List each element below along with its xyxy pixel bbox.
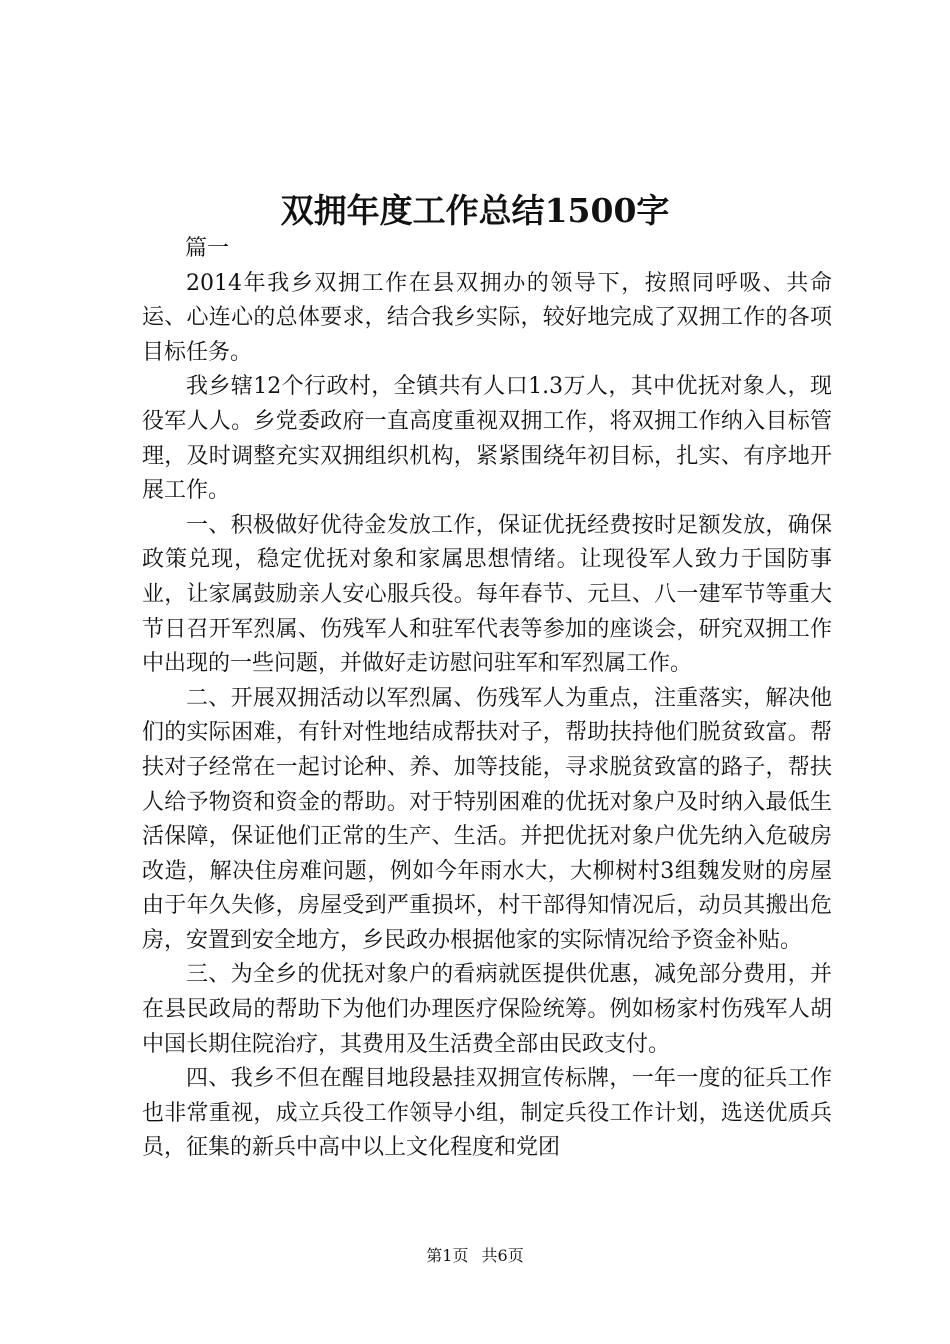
paragraph-intro: 2014年我乡双拥工作在县双拥办的领导下，按照同呼吸、共命运、心连心的总体要求，结合我乡实际，较好地完成了双拥工作的各项目标任务。 [142, 270, 832, 365]
document-title: 双拥年度工作总结1500字 [280, 191, 670, 230]
paragraph-overview: 我乡辖12个行政村，全镇共有人口1.3万人，其中优抚对象人，现役军人人。乡党委政府一直高度重视双拥工作，将双拥工作纳入目标管理，及时调整充实双拥组织机构，紧紧围绕年初目标，扎实、有序地开展工作。 [142, 374, 832, 504]
page-footer [0, 1245, 950, 1267]
page-number-total: 共6页 [481, 1246, 524, 1265]
page-number-current: 第1页 [426, 1246, 469, 1265]
paragraph-item-1: 一、积极做好优待金发放工作，保证优抚经费按时足额发放，确保政策兑现，稳定优抚对象和家属思想情绪。让现役军人致力于国防事业，让家属鼓励亲人安心服兵役。每年春节、元旦、八一建军节等重大节日召开军烈属、伤残军人和驻军代表等参加的座谈会，研究双拥工作中出现的一些问题，并做好走访慰问驻军和军烈属工作。 [142, 512, 832, 677]
document-body [142, 232, 832, 1166]
paragraph-item-4: 四、我乡不但在醒目地段悬挂双拥宣传标牌，一年一度的征兵工作也非常重视，成立兵役工作领导小组，制定兵役工作计划，选送优质兵员，征集的新兵中高中以上文化程度和党团 [142, 1066, 832, 1161]
paragraph-item-3: 三、为全乡的优抚对象户的看病就医提供优惠，减免部分费用，并在县民政局的帮助下为他们办理医疗保险统筹。例如杨家村伤残军人胡中国长期住院治疗，其费用及生活费全部由民政支付。 [142, 962, 832, 1057]
paragraph-item-2: 二、开展双拥活动以军烈属、伤残军人为重点，注重落实，解决他们的实际困难，有针对性地结成帮扶对子，帮助扶持他们脱贫致富。帮扶对子经常在一起讨论种、养、加等技能，寻求脱贫致富的路子，帮扶人给予物资和资金的帮助。对于特别困难的优抚对象户及时纳入最低生活保障，保证他们正常的生产、生活。并把优抚对象户优先纳入危破房改造，解决住房难问题，例如今年雨水大，大柳树村3组魏发财的房屋由于年久失修，房屋受到严重损坏，村干部得知情况后，动员其搬出危房，安置到安全地方，乡民政办根据他家的实际情况给予资金补贴。 [142, 685, 832, 953]
section-label: 篇一 [185, 236, 230, 261]
